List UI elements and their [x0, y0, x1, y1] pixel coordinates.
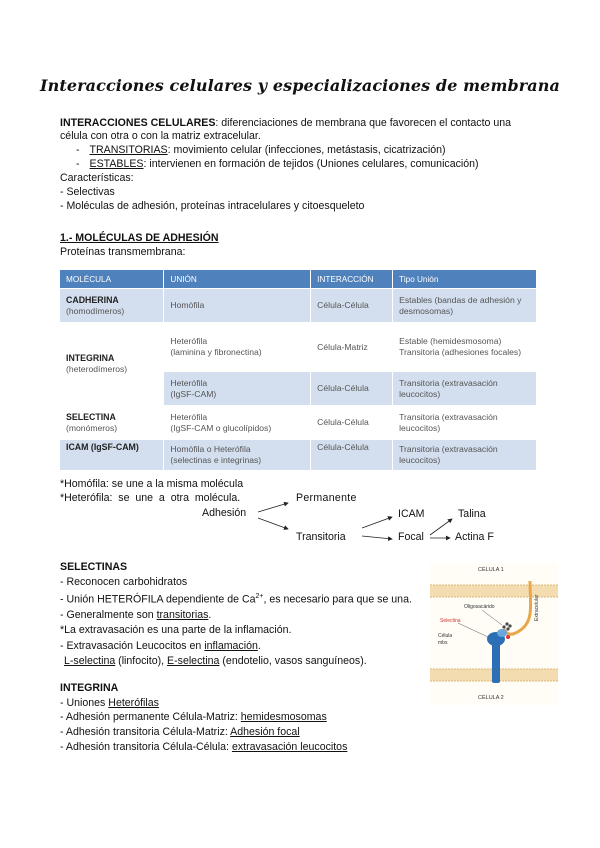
- intro-term: INTERACCIONES CELULARES: [60, 117, 216, 129]
- tipo-line: leucocitos): [399, 388, 441, 399]
- bullet: -: [76, 144, 80, 156]
- selectinas-line-4: *La extravasación es una parte de la inflamación.: [60, 624, 292, 636]
- union-line: (selectinas e integrinas): [170, 454, 262, 465]
- table-cell: Homófila: [164, 289, 311, 323]
- molecule-name: INTEGRINA: [66, 353, 115, 363]
- tipo-line: Transitoria (extravasación: [399, 377, 498, 388]
- tipo-line: Transitoria (adhesiones focales): [399, 347, 522, 357]
- figure-selectina: Selectina: [440, 618, 461, 624]
- underlined-term: E-selectina: [167, 655, 220, 667]
- figure-membrane-2: mbs: [438, 640, 448, 646]
- text: .: [208, 609, 212, 621]
- molecule-name: ICAM (IgSF-CAM): [66, 442, 139, 452]
- note-heterofila: *Heterófila: se une a otra molécula.: [60, 492, 241, 504]
- item-term: ESTABLES: [89, 158, 144, 170]
- diagram-icam: ICAM: [398, 508, 425, 520]
- integrina-line-4: [60, 741, 347, 753]
- molecule-sub: (homodímeros): [66, 305, 125, 316]
- text: .: [257, 640, 261, 652]
- figure-oligo: Oligosacárido: [464, 604, 495, 610]
- tipo-line: desmosomas): [399, 305, 454, 316]
- underlined-term: hemidesmosomas: [240, 711, 327, 723]
- union-line: (IgSF-CAM o glucolípidos): [170, 422, 272, 433]
- molecule-sub: (heterodímeros): [66, 364, 128, 374]
- union-line: (IgSF-CAM): [170, 388, 217, 399]
- arrow-to-transitoria: [258, 518, 288, 529]
- integrina-line-2: [60, 711, 327, 723]
- table-cell: Célula-Célula: [311, 372, 393, 406]
- figure-cell1: CÉLULA 1: [478, 567, 504, 573]
- molecule-sub: (monómeros): [66, 422, 118, 433]
- figure-domain: Extracelular: [534, 594, 540, 621]
- intro-definition-2: célula con otra o con la matriz extracelular.: [60, 130, 261, 142]
- table-header: INTERACCIÓN: [311, 270, 393, 289]
- figure-membrane-1: Célula: [438, 633, 453, 639]
- tipo-line: Transitoria (extravasación: [399, 411, 498, 422]
- selectinas-line-6: [64, 655, 367, 667]
- characteristics-label: Características:: [60, 172, 134, 184]
- characteristic-2: - Moléculas de adhesión, proteínas intracelulares y citoesqueleto: [60, 200, 365, 212]
- underlined-term: transitorias: [156, 609, 209, 621]
- table-header: UNIÓN: [164, 270, 311, 289]
- selectinas-line-1: - Reconocen carbohidratos: [60, 576, 188, 588]
- underlined-term: inflamación: [204, 640, 258, 652]
- text: (endotelio, vasos sanguíneos).: [219, 655, 367, 667]
- union-line: (laminina y fibronectina): [170, 347, 262, 357]
- arrow-to-focal: [362, 536, 392, 539]
- union-line: Heterófila: [170, 377, 208, 388]
- integrina-line-3: [60, 726, 300, 738]
- text: - Adhesión transitoria Célula-Matriz:: [60, 726, 231, 738]
- diagram-transitoria: Transitoria: [296, 531, 346, 543]
- text: - Extravasación Leucocitos en: [60, 640, 205, 652]
- selectin-figure: [430, 563, 558, 705]
- selectinas-line-3: [60, 609, 211, 621]
- text: (linfocito),: [115, 655, 168, 667]
- selectinas-heading: SELECTINAS: [60, 561, 128, 573]
- arrow-to-icam: [362, 517, 392, 528]
- integrina-heading: INTEGRINA: [60, 682, 119, 694]
- table-cell: Célula-Matriz: [311, 323, 393, 372]
- figure-cell2: CÉLULA 2: [478, 695, 504, 701]
- underlined-term: extravasación leucocitos: [231, 741, 348, 753]
- underlined-term: Adhesión focal: [230, 726, 300, 738]
- characteristic-1: - Selectivas: [60, 186, 115, 198]
- selectinas-line-2: [60, 593, 412, 606]
- diagram-actina: Actina F: [455, 531, 494, 543]
- union-line: Heterófila: [170, 411, 208, 422]
- table-cell: Célula-Célula: [311, 289, 393, 323]
- note-homofila: *Homófila: se une a la misma molécula: [60, 478, 244, 490]
- table-cell: Célula-Célula: [311, 440, 393, 470]
- underlined-term: L-selectina: [64, 655, 116, 667]
- diagram-focal: Focal: [398, 531, 424, 543]
- text: - Adhesión permanente Célula-Matriz:: [60, 711, 241, 723]
- bullet: -: [76, 158, 80, 170]
- item-text: : intervienen en formación de tejidos (Uniones celulares, comunicación): [143, 158, 479, 170]
- intro-definition-1: : diferenciaciones de membrana que favorecen el contacto una: [215, 117, 512, 129]
- text: - Uniones: [60, 697, 109, 709]
- item-text: : movimiento celular (infecciones, metástasis, cicatrización): [167, 144, 446, 156]
- diagram-talina: Talina: [458, 508, 486, 520]
- table-header: MOLÉCULA: [60, 270, 164, 289]
- union-line: Heterófila: [170, 336, 208, 346]
- tipo-line: Estable (hemidesmosoma): [399, 336, 502, 346]
- integrina-line-1: [60, 697, 159, 709]
- underlined-term: Heterófilas: [108, 697, 159, 709]
- tipo-line: leucocitos): [399, 422, 441, 433]
- text: - Unión HETERÓFILA dependiente de Ca: [60, 593, 256, 606]
- section1-subheading: Proteínas transmembrana:: [60, 246, 186, 258]
- table-header: Tipo Unión: [393, 270, 537, 289]
- tipo-line: Estables (bandas de adhesión y: [399, 294, 522, 305]
- text: , es necesario para que se una.: [263, 593, 412, 606]
- selectinas-line-5: [60, 640, 261, 652]
- page-title: Interacciones celulares y especializaciones de membrana: [40, 76, 560, 95]
- tipo-line: Transitoria (extravasación: [399, 443, 498, 454]
- text: - Generalmente son: [60, 609, 157, 621]
- tipo-line: leucocitos): [399, 454, 441, 465]
- diagram-adhesion: Adhesión: [202, 507, 247, 519]
- text: - Adhesión transitoria Célula-Célula:: [60, 741, 232, 753]
- item-term: TRANSITORIAS: [89, 144, 168, 156]
- superscript: 2+: [255, 593, 264, 600]
- section1-heading: 1.- MOLÉCULAS DE ADHESIÓN: [60, 232, 219, 244]
- table-cell: Célula-Célula: [311, 406, 393, 440]
- molecule-name: SELECTINA: [66, 411, 116, 422]
- molecule-name: CADHERINA: [66, 294, 119, 305]
- arrow-to-permanente: [258, 503, 288, 512]
- arrow-to-talina: [430, 519, 452, 535]
- diagram-permanente: Permanente: [296, 492, 357, 504]
- union-line: Homófila o Heterófila: [170, 443, 251, 454]
